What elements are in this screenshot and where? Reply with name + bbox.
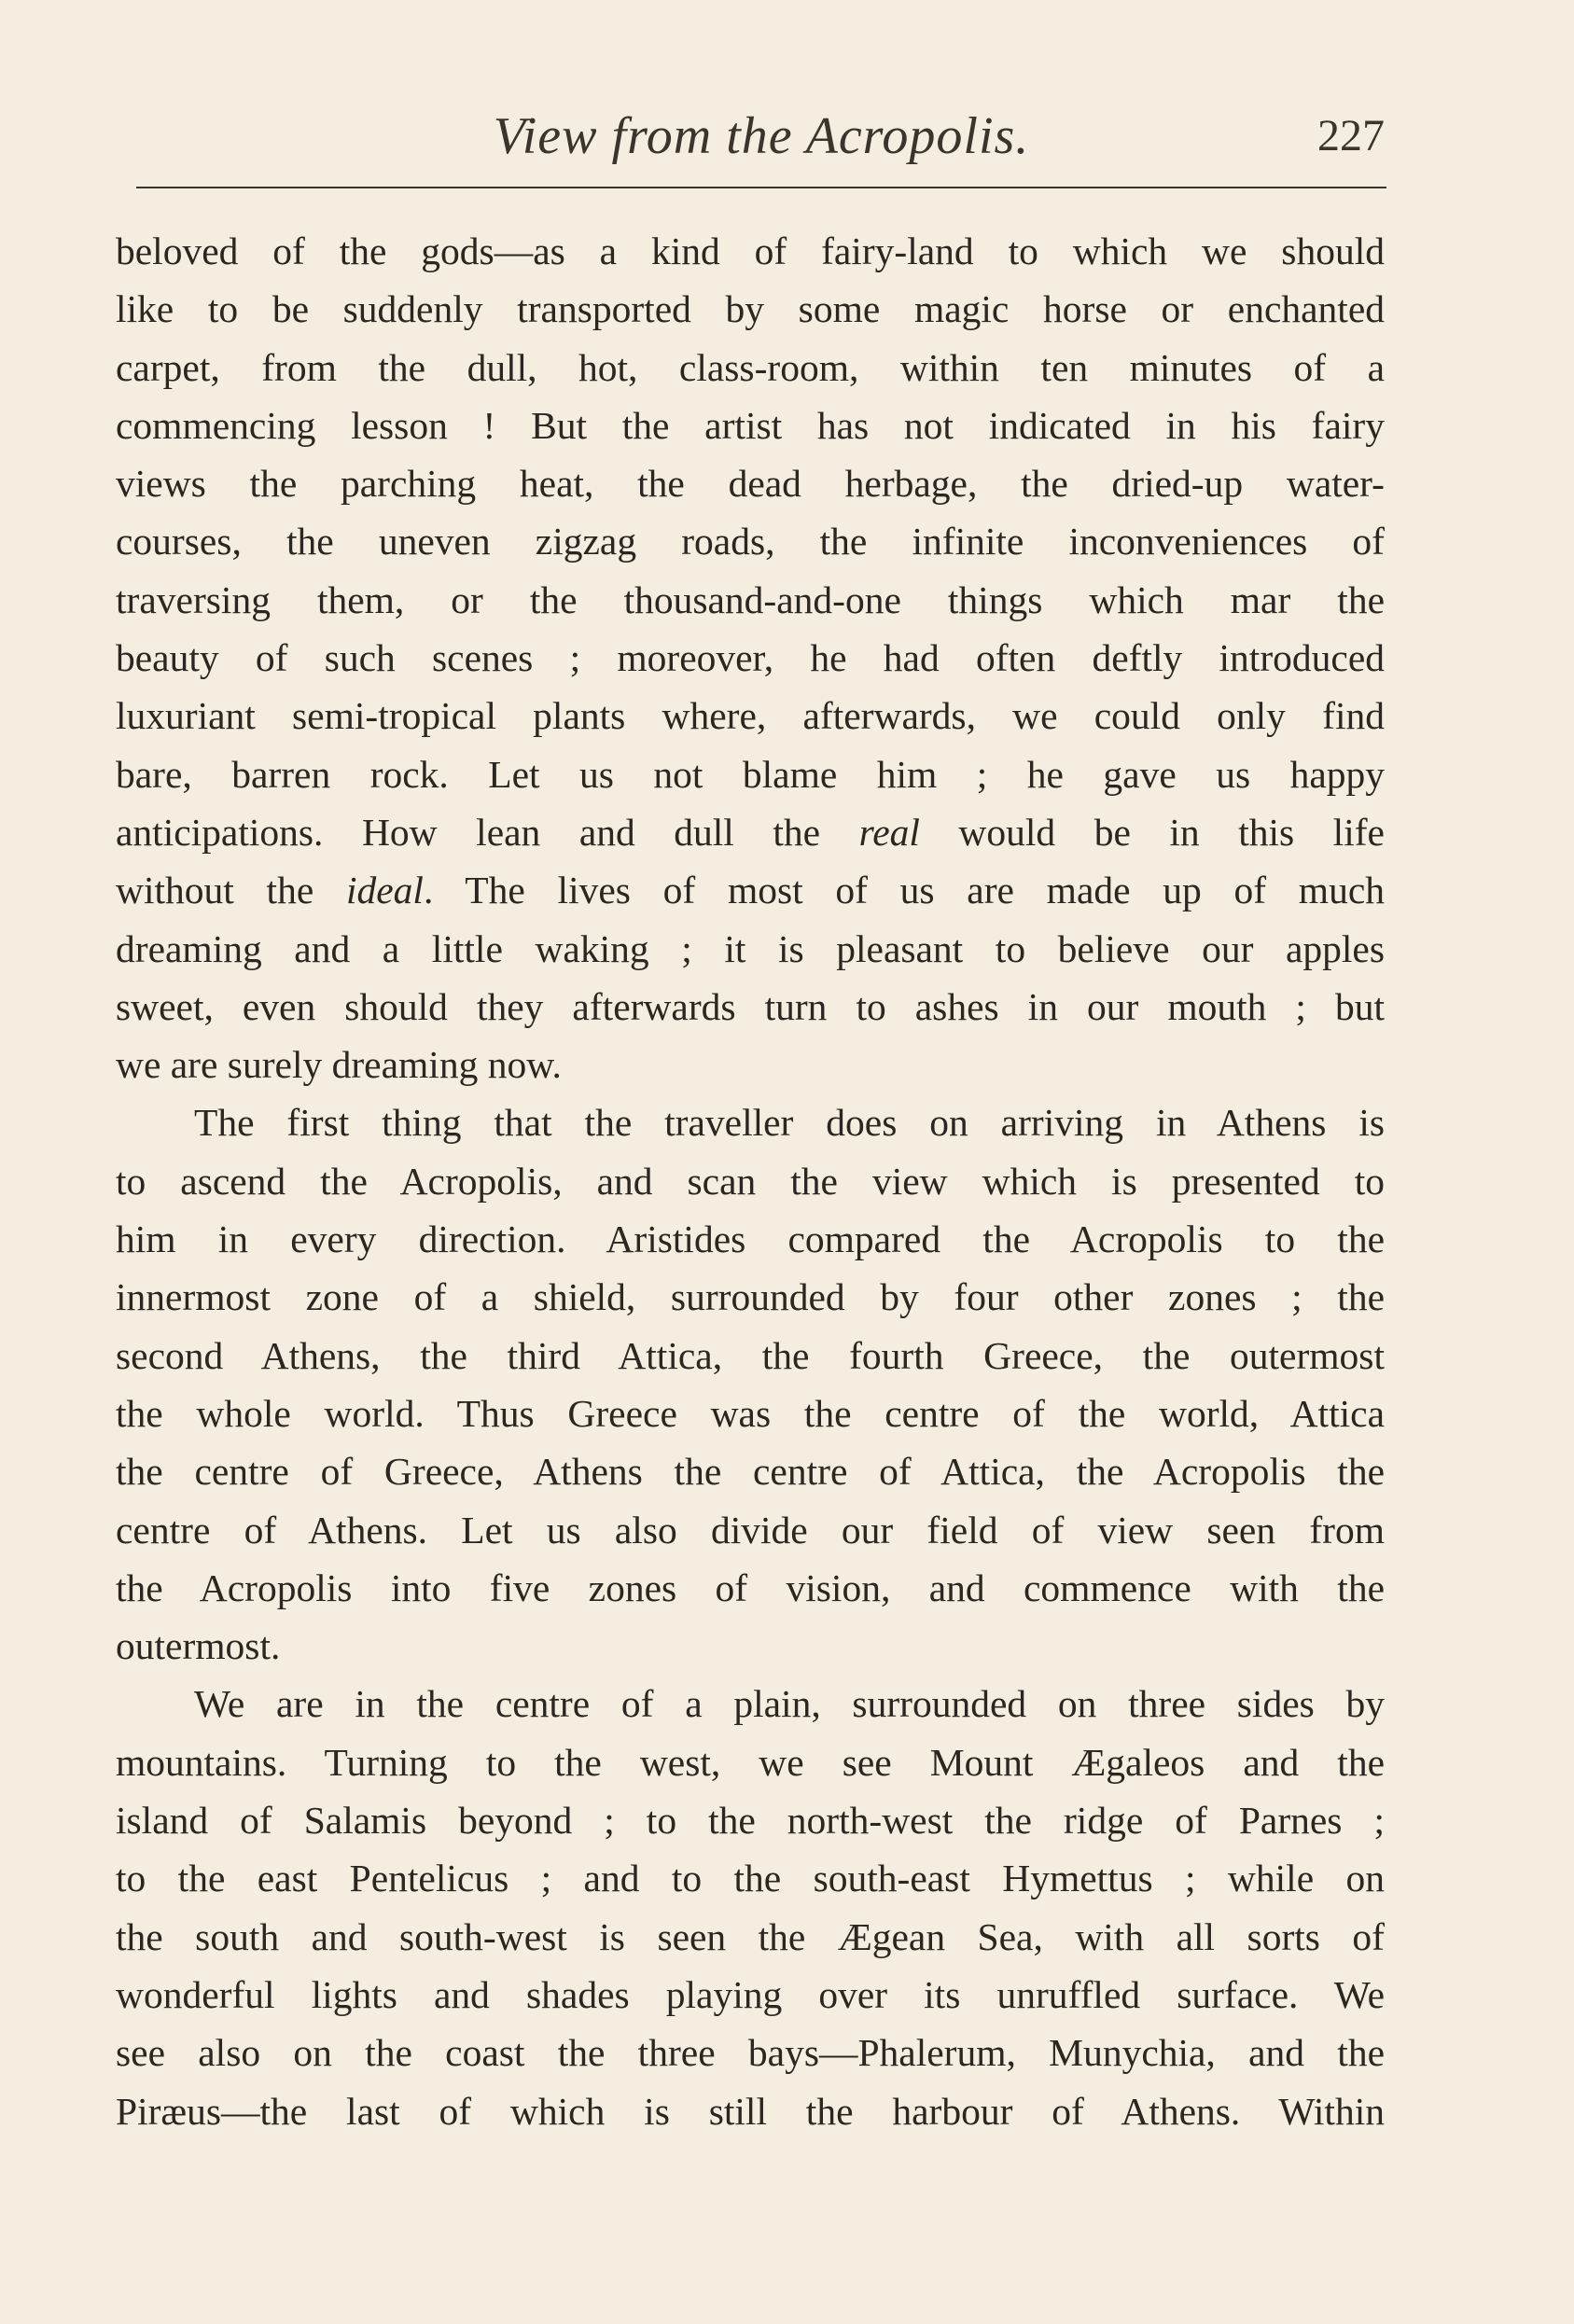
text-line: bare, barren rock. Let us not blame him ; he gave us happy [116, 752, 1385, 796]
text-line: him in every direction. Aristides compared the Acropolis to the [116, 1218, 1385, 1261]
emphasized-word: ideal [345, 869, 424, 912]
text-line: We are in the centre of a plain, surrounded on three sides by [194, 1682, 1385, 1726]
text-line: like to be suddenly transported by some magic horse or enchanted [116, 287, 1385, 331]
body-text [116, 222, 1385, 2140]
text-line: Piræus—the last of which is still the harbour of Athens. Within [116, 2089, 1385, 2133]
header-rule [136, 187, 1386, 188]
text-line: sweet, even should they afterwards turn to ashes in our mouth ; but [116, 984, 1385, 1028]
text-line: outermost. [116, 1624, 281, 1668]
running-title: View from the Acropolis. [493, 107, 1030, 165]
text-line: beauty of such scenes ; moreover, he had often deftly introduced [116, 636, 1385, 680]
text-line: we are surely dreaming now. [116, 1043, 562, 1087]
text-line: views the parching heat, the dead herbage, the dried-up water- [116, 462, 1385, 506]
text-line: to ascend the Acropolis, and scan the view which is presented to [116, 1159, 1385, 1203]
text-line: The first thing that the traveller does on arriving in Athens is [194, 1101, 1385, 1145]
text-line: commencing lesson ! But the artist has not indicated in his fairy [116, 403, 1385, 447]
emphasized-word: real [858, 810, 920, 854]
text-line: to the east Pentelicus ; and to the south-east Hymettus ; while on [116, 1857, 1385, 1900]
text-line: anticipations. How lean and dull the real would be in this life [116, 810, 1385, 854]
page-header [136, 103, 1386, 177]
text-line: dreaming and a little waking ; it is pleasant to believe our apples [116, 926, 1385, 970]
paragraph-2 [116, 1093, 1385, 1675]
text-line: the whole world. Thus Greece was the centre of the world, Attica [116, 1391, 1385, 1435]
page-number: 227 [1317, 111, 1385, 160]
text-line: beloved of the gods—as a kind of fairy-land to which we should [116, 230, 1385, 272]
text-line: the south and south-west is seen the Ægean Sea, with all sorts of [116, 1914, 1385, 1958]
text-line: the centre of Greece, Athens the centre of Attica, the Acropolis the [116, 1450, 1385, 1494]
text-line: second Athens, the third Attica, the fourth Greece, the outermost [116, 1333, 1385, 1377]
paragraph-1 [116, 222, 1385, 1093]
text-line: without the ideal. The lives of most of us are made up of much [116, 869, 1385, 912]
text-line: see also on the coast the three bays—Phalerum, Munychia, and the [116, 2031, 1385, 2075]
text-line: luxuriant semi-tropical plants where, afterwards, we could only find [116, 694, 1385, 738]
text-line: courses, the uneven zigzag roads, the infinite inconveniences of [116, 520, 1385, 564]
text-line: traversing them, or the thousand-and-one things which mar the [116, 578, 1385, 621]
paragraph-3 [116, 1675, 1385, 2139]
text-line: the Acropolis into five zones of vision, and commence with the [116, 1566, 1385, 1609]
text-line: carpet, from the dull, hot, class-room, within ten minutes of a [116, 345, 1385, 389]
text-line: island of Salamis beyond ; to the north-west the ridge of Parnes ; [116, 1799, 1385, 1843]
text-line: wonderful lights and shades playing over its unruffled surface. We [116, 1972, 1385, 2016]
text-line: mountains. Turning to the west, we see Mount Ægaleos and the [116, 1740, 1385, 1784]
text-line: innermost zone of a shield, surrounded by four other zones ; the [116, 1275, 1385, 1319]
text-line: centre of Athens. Let us also divide our field of view seen from [116, 1508, 1385, 1552]
